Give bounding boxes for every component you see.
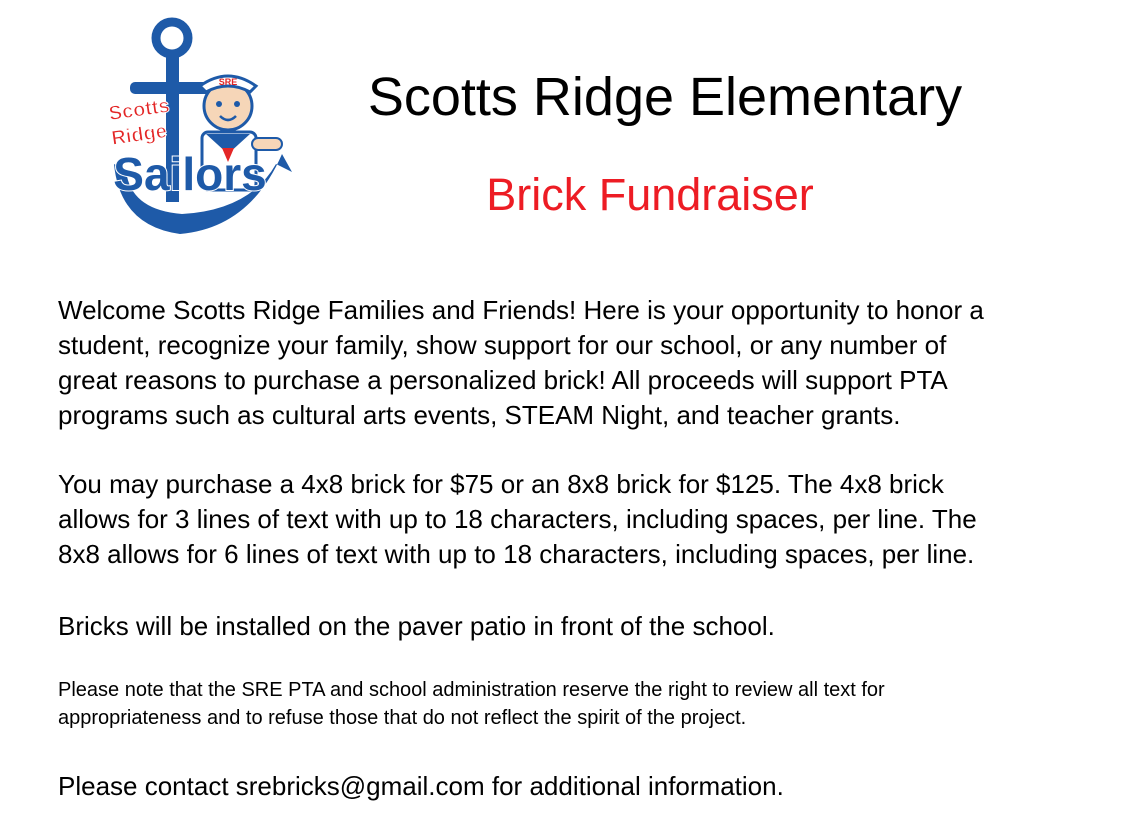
note-line: appropriateness and to refuse those that do not reflect the spirit of the project. (58, 707, 747, 729)
scotts-ridge-sailors-logo (100, 14, 300, 246)
review-note-paragraph (58, 676, 1118, 732)
note-line: Please note that the SRE PTA and school administration reserve the right to review all text for (58, 679, 885, 701)
intro-line: Welcome Scotts Ridge Families and Friends! Here is your opportunity to honor a (58, 295, 984, 325)
pricing-line: 8x8 allows for 6 lines of text with up to 18 characters, including spaces, per line. (58, 539, 975, 569)
logo-text-ridge: Ridge (110, 120, 169, 150)
installation-paragraph: Bricks will be installed on the paver patio in front of the school. (58, 611, 775, 641)
page-subtitle: Brick Fundraiser (486, 169, 814, 220)
pricing-paragraph (58, 467, 1118, 572)
pricing-line: allows for 3 lines of text with up to 18 characters, including spaces, per line. The (58, 504, 977, 534)
intro-line: student, recognize your family, show support for our school, or any number of (58, 330, 947, 360)
intro-paragraph (58, 293, 1118, 433)
contact-paragraph: Please contact srebricks@gmail.com for additional information. (58, 771, 784, 801)
pricing-line: You may purchase a 4x8 brick for $75 or an 8x8 brick for $125. The 4x8 brick (58, 469, 944, 499)
logo-hat-text: SRE (218, 77, 238, 87)
intro-line: programs such as cultural arts events, STEAM Night, and teacher grants. (58, 400, 901, 430)
logo-text-scotts: Scotts (107, 94, 171, 126)
intro-line: great reasons to purchase a personalized brick! All proceeds will support PTA (58, 365, 948, 395)
page-title: Scotts Ridge Elementary (367, 67, 963, 127)
logo-text-sailors: Sailors (113, 148, 267, 200)
